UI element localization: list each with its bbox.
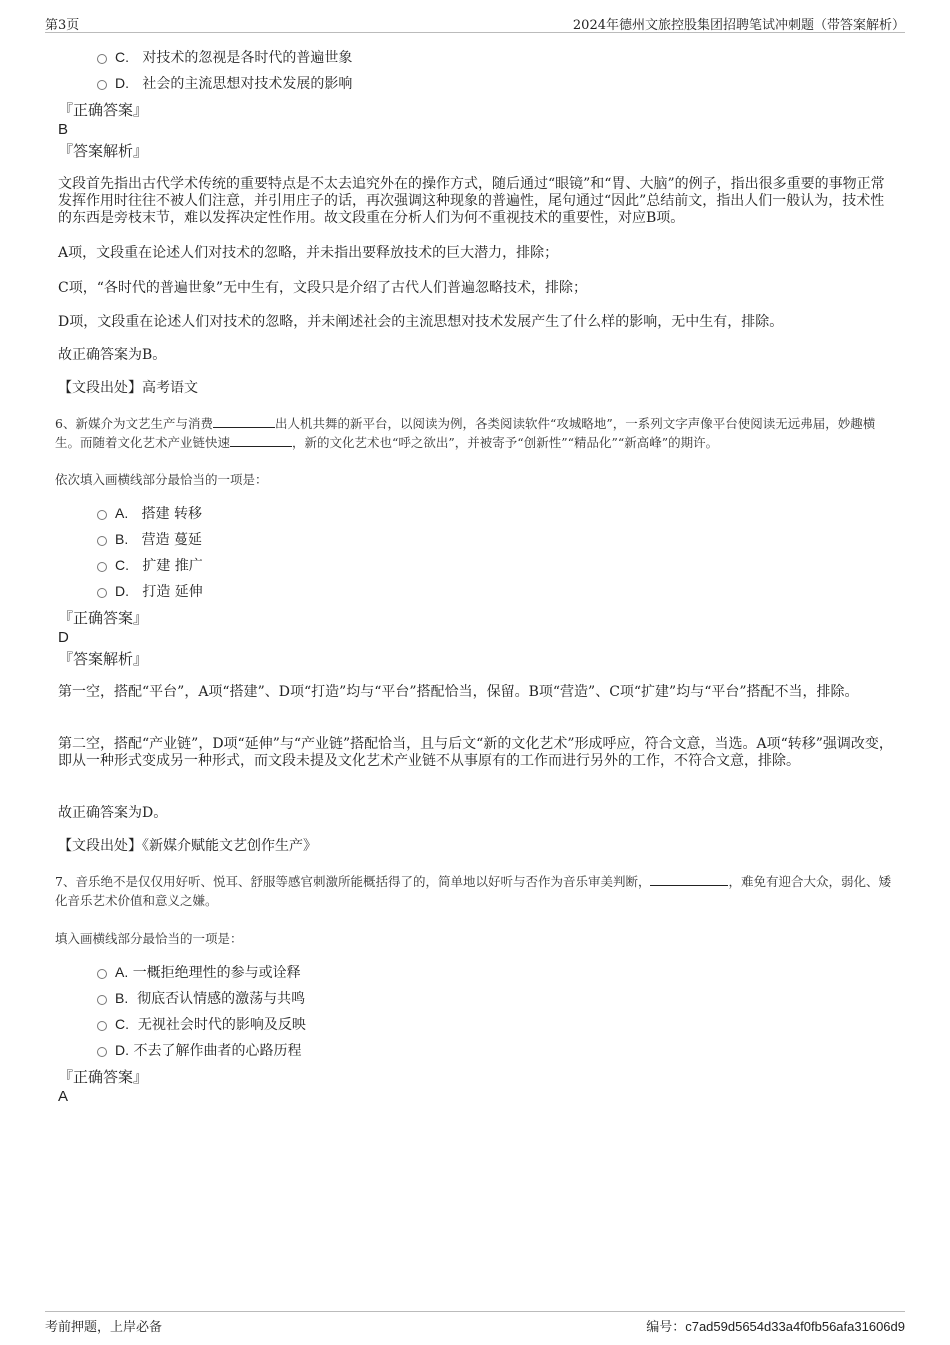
radio-icon[interactable] (97, 969, 107, 979)
document-code: 编号：c7ad59d5654d33a4f0fb56afa31606d9 (646, 1319, 905, 1334)
q5-answer: B (58, 121, 69, 138)
q6-stem: 6、新媒介为文艺生产与消费 出人机共舞的新平台，以阅读为例，各类阅读软件“攻城略地”，一系列文字声像平台使阅读无远弗届，妙趣横生。而随着文化艺术产业链快速 ，新的文化艺术也“呼之欲出”，并被寄予“创新性”“精品化”“新高峰”的期许。 (55, 416, 876, 450)
q7-stem: 7、音乐绝不是仅仅用好听、悦耳、舒服等感官刺激所能概括得了的，简单地以好听与否作为音乐审美判断， ，难免有迎合大众，弱化、矮化音乐艺术价值和意义之嫌。 (55, 874, 891, 908)
radio-icon[interactable] (97, 588, 107, 598)
q5-option-c[interactable]: C. 对技术的忽视是各时代的普遍世象 (97, 47, 352, 67)
q5-answer-label: 『正确答案』 (58, 101, 149, 119)
q7-option-c[interactable]: C. 无视社会时代的影响及反映 (97, 1014, 306, 1034)
q6-analysis-para-1: 第一空，搭配“平台”，A项“搭建”、D项“打造”均与“平台”搭配恰当，保留。B项“营造”、C项“扩建”均与“平台”搭配不当，排除。 (58, 684, 859, 700)
q5-analysis-para-4: D项，文段重在论述人们对技术的忽略，并未阐述社会的主流思想对技术发展产生了什么样的影响，无中生有，排除。 (58, 314, 784, 330)
q7-answer: A (58, 1088, 69, 1105)
q5-analysis-para-1: 文段首先指出古代学术传统的重要特点是不太去追究外在的操作方式，随后通过“眼镜”和“胃、大脑”的例子，指出很多重要的事物正常发挥作用时往往不被人们注意，并引用庄子的话，再次强调这种现象的普遍性，尾句通过“因此”总结前文，指出人们一般认为，技术性的东西是旁枝末节，难以发挥决定性作用。故文段重在分析人们为何不重视技术的重要性，对应B项。 (58, 176, 885, 226)
q7-answer-label: 『正确答案』 (58, 1068, 149, 1086)
q7-prompt: 填入画横线部分最恰当的一项是： (55, 931, 243, 946)
q6-analysis-conclusion: 故正确答案为D。 (58, 805, 168, 821)
blank-1 (650, 873, 728, 886)
q6-analysis-para-2: 第二空，搭配“产业链”，D项“延伸”与“产业链”搭配恰当，且与后文“新的文化艺术”形成呼应，符合文意，当选。A项“转移”强调改变，即从一种形式变成另一种形式，而文段未提及文化艺术产业链不从事原有的工作而进行另外的工作，不符合文意，排除。 (58, 736, 893, 769)
q5-analysis-conclusion: 故正确答案为B。 (58, 347, 167, 363)
radio-icon[interactable] (97, 54, 107, 64)
q6-option-b[interactable]: B. 营造 蔓延 (97, 529, 202, 549)
q6-answer-label: 『正确答案』 (58, 609, 149, 627)
radio-icon[interactable] (97, 1021, 107, 1031)
q6-answer: D (58, 629, 69, 646)
q5-analysis-label: 『答案解析』 (58, 142, 149, 160)
footer-slogan: 考前押题，上岸必备 (45, 1320, 163, 1335)
q5-option-d[interactable]: D. 社会的主流思想对技术发展的影响 (97, 73, 352, 93)
q6-analysis-label: 『答案解析』 (58, 650, 149, 668)
blank-2 (230, 434, 292, 447)
radio-icon[interactable] (97, 510, 107, 520)
q6-option-d[interactable]: D. 打造 延伸 (97, 581, 203, 601)
q6-option-c[interactable]: C. 扩建 推广 (97, 555, 203, 575)
document-title: 2024年德州文旅控股集团招聘笔试冲刺题（带答案解析） (572, 18, 905, 33)
blank-1 (213, 415, 275, 428)
q5-analysis-para-2: A项，文段重在论述人们对技术的忽略，并未指出要释放技术的巨大潜力，排除； (58, 245, 559, 261)
q5-source: 【文段出处】高考语文 (58, 380, 198, 396)
radio-icon[interactable] (97, 562, 107, 572)
radio-icon[interactable] (97, 80, 107, 90)
q7-option-b[interactable]: B. 彻底否认情感的激荡与共鸣 (97, 988, 305, 1008)
radio-icon[interactable] (97, 536, 107, 546)
q6-prompt: 依次填入画横线部分最恰当的一项是： (55, 472, 268, 487)
page-number: 第3页 (45, 18, 80, 33)
radio-icon[interactable] (97, 1047, 107, 1057)
page-footer (45, 1311, 905, 1336)
page-header (45, 12, 905, 33)
q5-analysis-para-3: C项，“各时代的普遍世象”无中生有，文段只是介绍了古代人们普遍忽略技术，排除； (58, 280, 588, 296)
q6-source: 【文段出处】《新媒介赋能文艺创作生产》 (58, 838, 317, 854)
q6-option-a[interactable]: A. 搭建 转移 (97, 503, 202, 523)
radio-icon[interactable] (97, 995, 107, 1005)
q7-option-a[interactable]: A. 一概拒绝理性的参与或诠释 (97, 962, 301, 982)
q7-option-d[interactable]: D. 不去了解作曲者的心路历程 (97, 1040, 301, 1060)
